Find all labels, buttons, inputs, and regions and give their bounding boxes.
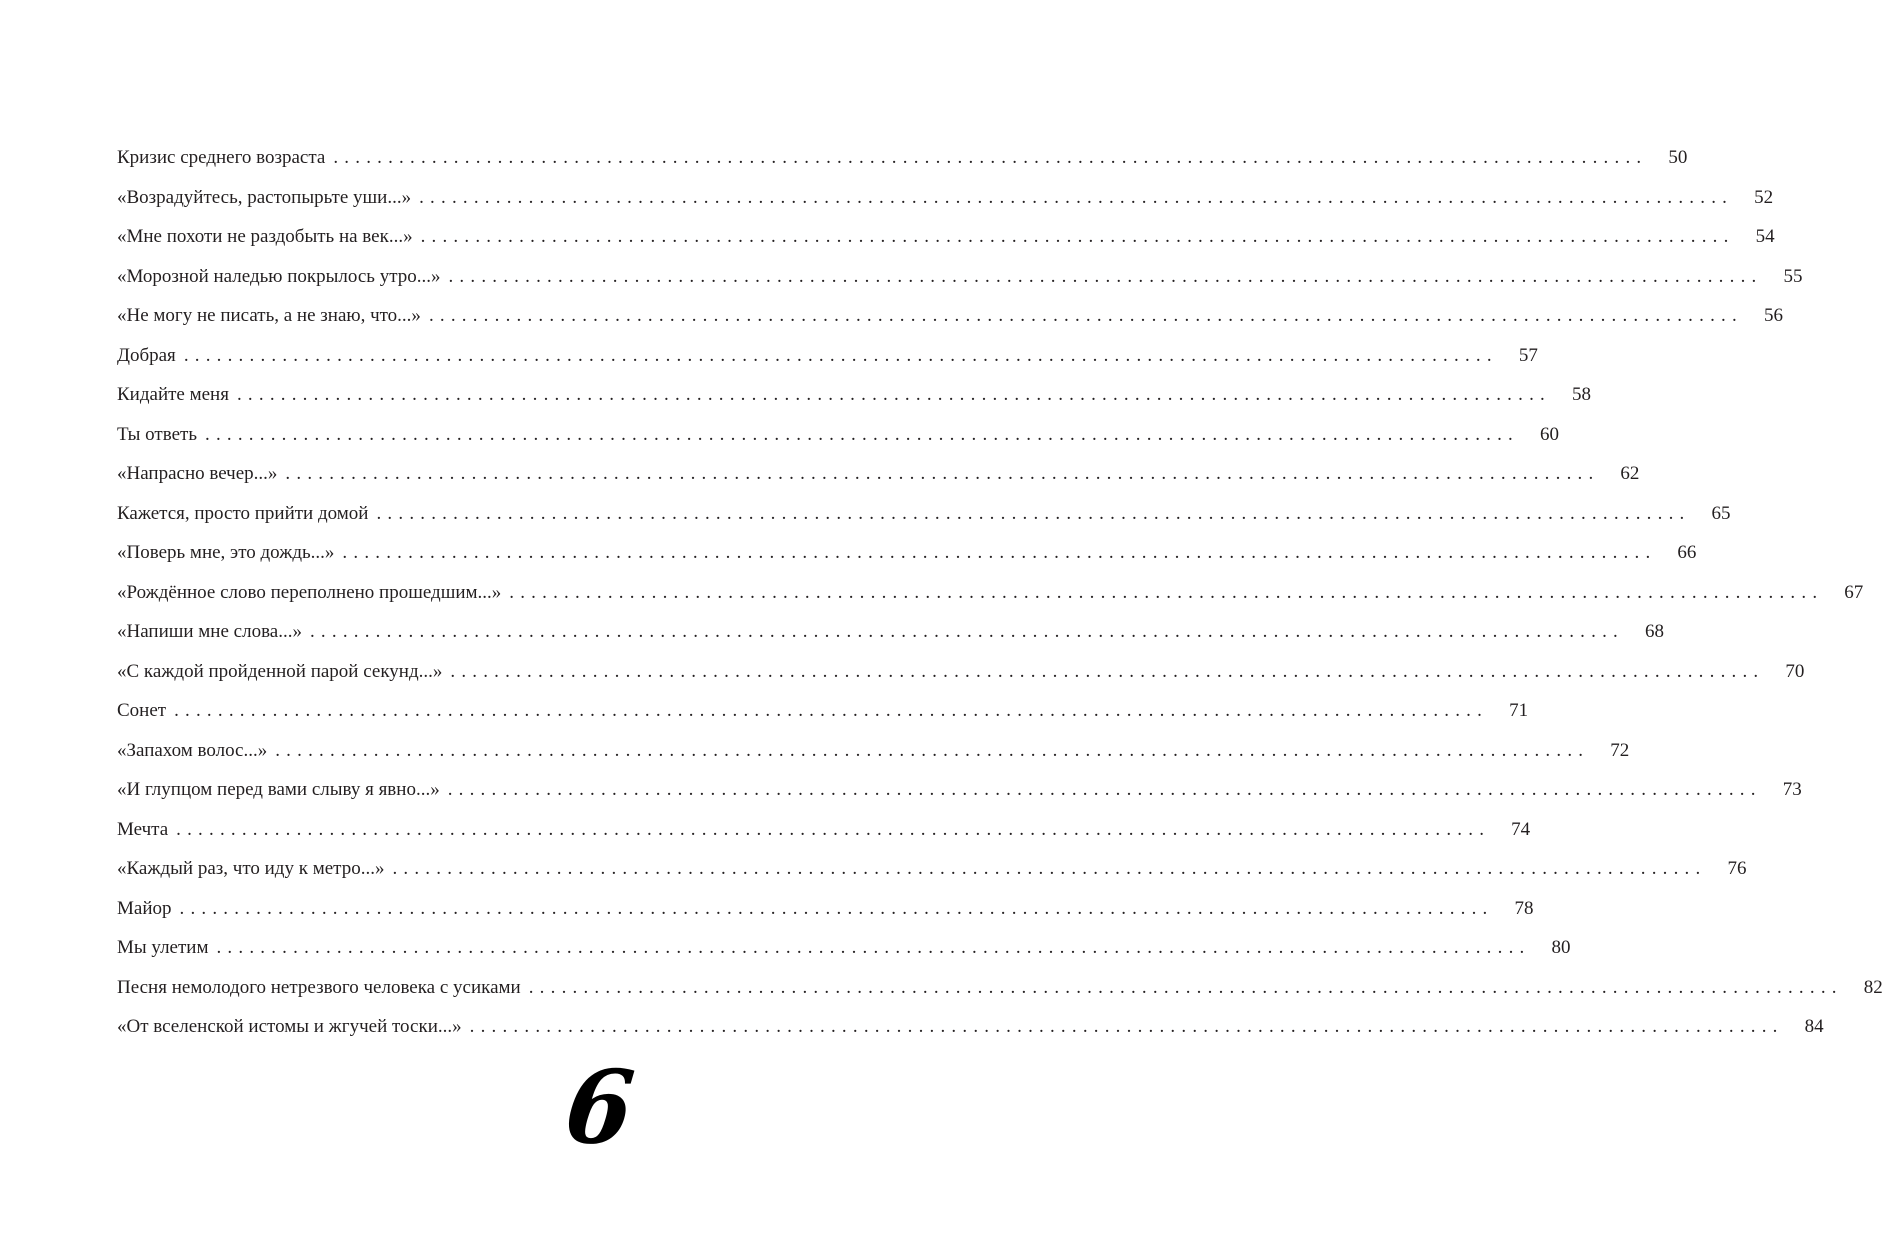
toc-leader-dots: ........................................................................................................................ (509, 581, 1824, 603)
toc-entry (117, 263, 1803, 303)
toc-entry (117, 342, 1538, 382)
toc-entry (117, 500, 1731, 540)
toc-leader-dots: ........................................................................................................................ (469, 1016, 1784, 1037)
toc-entry (117, 934, 1571, 974)
toc-leader-dots: ........................................................................................................................ (205, 423, 1519, 445)
toc-leader-dots: ........................................................................................................................ (528, 976, 1843, 998)
page-number: 6 (559, 1048, 640, 1167)
toc-entry-page: 60 (1540, 423, 1559, 445)
toc-entry-title: Майор (117, 897, 172, 919)
toc-entry-page: 71 (1509, 700, 1529, 721)
toc-leader-dots: ........................................................................................................................ (448, 265, 1763, 287)
toc-entry-title: Добрая (117, 344, 176, 366)
toc-entry-page: 76 (1727, 858, 1747, 879)
toc-entry (117, 223, 1775, 263)
toc-entry-title: «Мне похоти не раздобыть на век...» (117, 226, 413, 247)
toc-entry (117, 618, 1664, 658)
toc-entry (117, 460, 1640, 500)
toc-entry-page: 50 (1668, 147, 1688, 168)
toc-entry-title: Кризис среднего возраста (117, 147, 326, 168)
toc-entry-page: 70 (1785, 660, 1805, 682)
toc-entry-page: 80 (1551, 937, 1571, 958)
toc-entry-title: «Рождённое слово переполнено прошедшим...» (117, 581, 502, 603)
toc-entry-title: Мы улетим (117, 937, 209, 958)
toc-entry (117, 381, 1591, 421)
toc-entry (117, 144, 1688, 184)
toc-entry-page: 73 (1782, 779, 1802, 800)
toc-leader-dots: ........................................................................................................................ (392, 858, 1707, 879)
toc-entry-title: «Возрадуйтесь, растопырьте уши...» (117, 186, 412, 208)
toc-entry (117, 658, 1805, 698)
toc-entry (117, 579, 1864, 619)
toc-leader-dots: ........................................................................................................................ (216, 937, 1531, 958)
toc-entry-title: Кажется, просто прийти домой (117, 502, 369, 524)
toc-entry (117, 421, 1559, 461)
toc-entry-page: 67 (1844, 581, 1864, 603)
toc-leader-dots: ........................................................................................................................ (447, 779, 1762, 800)
table-of-contents (117, 144, 1883, 1053)
toc-entry-page: 84 (1804, 1016, 1824, 1037)
toc-leader-dots: ........................................................................................................................ (309, 621, 1624, 642)
toc-leader-dots: ........................................................................................................................ (450, 660, 1765, 682)
toc-leader-dots: ........................................................................................................................ (174, 700, 1489, 721)
toc-entry-title: «Морозной наледью покрылось утро...» (117, 265, 441, 287)
toc-leader-dots: ........................................................................................................................ (420, 226, 1735, 247)
toc-entry-page: 74 (1511, 818, 1531, 840)
toc-leader-dots: ........................................................................................................................ (333, 147, 1648, 168)
toc-entry-title: «С каждой пройденной парой секунд...» (117, 660, 443, 682)
toc-leader-dots: ........................................................................................................................ (179, 897, 1494, 919)
toc-entry-page: 72 (1610, 739, 1630, 761)
toc-entry-title: «Напиши мне слова...» (117, 621, 302, 642)
toc-entry (117, 697, 1529, 737)
toc-entry-title: «От вселенской истомы и жгучей тоски...» (117, 1016, 462, 1037)
toc-entry-page: 62 (1620, 463, 1640, 484)
toc-entry-page: 57 (1518, 344, 1538, 366)
toc-leader-dots: ........................................................................................................................ (275, 739, 1590, 761)
toc-leader-dots: ........................................................................................................................ (176, 818, 1491, 840)
toc-entry-title: Кидайте меня (117, 384, 229, 405)
toc-entry-page: 52 (1754, 186, 1774, 208)
toc-entry-title: «Запахом волос...» (117, 739, 268, 761)
toc-entry-title: «Не могу не писать, а не знаю, что...» (117, 305, 421, 326)
toc-entry-page: 54 (1755, 226, 1775, 247)
toc-entry (117, 776, 1802, 816)
toc-leader-dots: ........................................................................................................................ (236, 384, 1551, 405)
toc-entry-title: «И глупцом перед вами слыву я явно...» (117, 779, 440, 800)
toc-entry (117, 302, 1783, 342)
toc-entry-page: 58 (1571, 384, 1591, 405)
toc-leader-dots: ........................................................................................................................ (376, 502, 1691, 524)
toc-leader-dots: ........................................................................................................................ (419, 186, 1734, 208)
toc-entry-page: 78 (1514, 897, 1534, 919)
toc-entry-page: 66 (1677, 542, 1697, 563)
toc-leader-dots: ........................................................................................................................ (342, 542, 1657, 563)
toc-leader-dots: ........................................................................................................................ (183, 344, 1498, 366)
toc-entry (117, 895, 1534, 935)
toc-entry (117, 974, 1883, 1014)
toc-entry-page: 82 (1863, 976, 1883, 998)
toc-entry-page: 65 (1711, 502, 1731, 524)
toc-leader-dots: ........................................................................................................................ (428, 305, 1743, 326)
toc-entry-title: Мечта (117, 818, 169, 840)
toc-entry-title: «Напрасно вечер...» (117, 463, 278, 484)
toc-entry-page: 55 (1783, 265, 1803, 287)
toc-entry (117, 737, 1630, 777)
toc-entry (117, 539, 1697, 579)
toc-entry-title: Сонет (117, 700, 167, 721)
toc-entry (117, 184, 1774, 224)
toc-entry (117, 855, 1747, 895)
toc-entry-page: 68 (1644, 621, 1664, 642)
toc-entry-title: Ты ответь (117, 423, 197, 445)
toc-entry (117, 816, 1531, 856)
toc-entry-page: 56 (1763, 305, 1783, 326)
toc-entry-title: «Поверь мне, это дождь...» (117, 542, 335, 563)
toc-leader-dots: ........................................................................................................................ (285, 463, 1600, 484)
toc-entry-title: Песня немолодого нетрезвого человека с усиками (117, 976, 521, 998)
toc-entry-title: «Каждый раз, что иду к метро...» (117, 858, 385, 879)
toc-entry (117, 1013, 1824, 1053)
